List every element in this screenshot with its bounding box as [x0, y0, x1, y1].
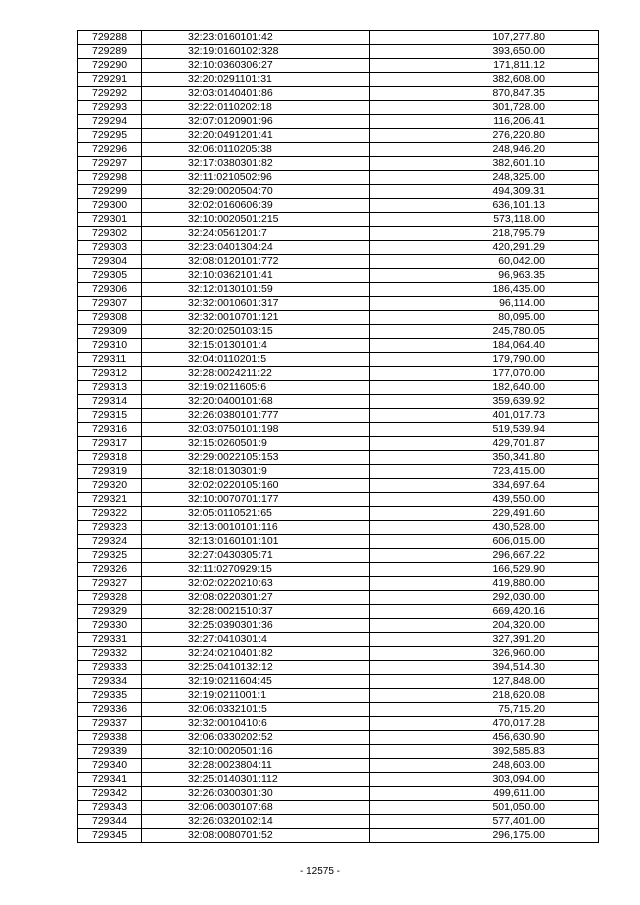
amount-cell: 334,697.64 [370, 479, 599, 493]
amount-cell: 179,790.00 [370, 353, 599, 367]
record-number-cell: 729288 [78, 31, 142, 45]
record-number-cell: 729334 [78, 675, 142, 689]
table-row [78, 801, 599, 815]
record-number-cell: 729331 [78, 633, 142, 647]
amount-cell: 248,603.00 [370, 759, 599, 773]
table-row [78, 241, 599, 255]
record-number-cell: 729344 [78, 815, 142, 829]
record-number-cell: 729316 [78, 423, 142, 437]
table-row [78, 185, 599, 199]
table-row [78, 493, 599, 507]
cadastral-number-cell: 32:26:0380101:777 [142, 409, 370, 423]
amount-cell: 177,070.00 [370, 367, 599, 381]
table-row [78, 381, 599, 395]
cadastral-number-cell: 32:06:0332101:5 [142, 703, 370, 717]
amount-cell: 184,064.40 [370, 339, 599, 353]
amount-cell: 501,050.00 [370, 801, 599, 815]
amount-cell: 171,811.12 [370, 59, 599, 73]
cadastral-number-cell: 32:10:0020501:215 [142, 213, 370, 227]
cadastral-number-cell: 32:28:0024211:22 [142, 367, 370, 381]
table-row [78, 213, 599, 227]
record-number-cell: 729294 [78, 115, 142, 129]
record-number-cell: 729308 [78, 311, 142, 325]
record-number-cell: 729296 [78, 143, 142, 157]
amount-cell: 499,611.00 [370, 787, 599, 801]
table-row [78, 815, 599, 829]
table-row [78, 451, 599, 465]
cadastral-number-cell: 32:13:0160101:101 [142, 535, 370, 549]
cadastral-number-cell: 32:19:0211604:45 [142, 675, 370, 689]
table-row [78, 675, 599, 689]
amount-cell: 303,094.00 [370, 773, 599, 787]
table-row [78, 367, 599, 381]
amount-cell: 470,017.28 [370, 717, 599, 731]
table-row [78, 535, 599, 549]
record-number-cell: 729323 [78, 521, 142, 535]
table-row [78, 689, 599, 703]
cadastral-number-cell: 32:29:0020504:70 [142, 185, 370, 199]
record-number-cell: 729321 [78, 493, 142, 507]
record-number-cell: 729324 [78, 535, 142, 549]
record-number-cell: 729338 [78, 731, 142, 745]
table-row [78, 605, 599, 619]
cadastral-number-cell: 32:24:0210401:82 [142, 647, 370, 661]
table-row [78, 773, 599, 787]
cadastral-number-cell: 32:19:0211001:1 [142, 689, 370, 703]
amount-cell: 870,847.35 [370, 87, 599, 101]
amount-cell: 96,114.00 [370, 297, 599, 311]
amount-cell: 573,118.00 [370, 213, 599, 227]
cadastral-number-cell: 32:08:0120101:772 [142, 255, 370, 269]
table-row [78, 87, 599, 101]
amount-cell: 204,320.00 [370, 619, 599, 633]
cadastral-number-cell: 32:02:0160606:39 [142, 199, 370, 213]
amount-cell: 669,420.16 [370, 605, 599, 619]
record-number-cell: 729312 [78, 367, 142, 381]
record-number-cell: 729318 [78, 451, 142, 465]
records-table-body [78, 31, 599, 843]
table-row [78, 507, 599, 521]
record-number-cell: 729339 [78, 745, 142, 759]
record-number-cell: 729319 [78, 465, 142, 479]
cadastral-number-cell: 32:32:0010410:6 [142, 717, 370, 731]
cadastral-number-cell: 32:06:0030107:68 [142, 801, 370, 815]
cadastral-number-cell: 32:22:0110202:18 [142, 101, 370, 115]
amount-cell: 166,529.90 [370, 563, 599, 577]
record-number-cell: 729340 [78, 759, 142, 773]
cadastral-number-cell: 32:15:0130101:4 [142, 339, 370, 353]
record-number-cell: 729317 [78, 437, 142, 451]
amount-cell: 296,175.00 [370, 829, 599, 843]
cadastral-number-cell: 32:19:0160102:328 [142, 45, 370, 59]
cadastral-number-cell: 32:08:0080701:52 [142, 829, 370, 843]
table-row [78, 829, 599, 843]
table-row [78, 143, 599, 157]
table-row [78, 409, 599, 423]
amount-cell: 75,715.20 [370, 703, 599, 717]
cadastral-number-cell: 32:15:0260501:9 [142, 437, 370, 451]
amount-cell: 186,435.00 [370, 283, 599, 297]
record-number-cell: 729341 [78, 773, 142, 787]
amount-cell: 420,291.29 [370, 241, 599, 255]
page-number: - 12575 - [299, 866, 341, 877]
amount-cell: 401,017.73 [370, 409, 599, 423]
record-number-cell: 729290 [78, 59, 142, 73]
records-table [77, 30, 599, 843]
record-number-cell: 729333 [78, 661, 142, 675]
cadastral-number-cell: 32:28:0023804:11 [142, 759, 370, 773]
record-number-cell: 729291 [78, 73, 142, 87]
cadastral-number-cell: 32:27:0430305:71 [142, 549, 370, 563]
cadastral-number-cell: 32:06:0110205:38 [142, 143, 370, 157]
amount-cell: 301,728.00 [370, 101, 599, 115]
cadastral-number-cell: 32:06:0330202:52 [142, 731, 370, 745]
record-number-cell: 729314 [78, 395, 142, 409]
table-row [78, 73, 599, 87]
table-row [78, 661, 599, 675]
record-number-cell: 729335 [78, 689, 142, 703]
table-row [78, 31, 599, 45]
record-number-cell: 729332 [78, 647, 142, 661]
record-number-cell: 729336 [78, 703, 142, 717]
amount-cell: 606,015.00 [370, 535, 599, 549]
amount-cell: 96,963.35 [370, 269, 599, 283]
record-number-cell: 729311 [78, 353, 142, 367]
record-number-cell: 729329 [78, 605, 142, 619]
cadastral-number-cell: 32:17:0380301:82 [142, 157, 370, 171]
table-row [78, 255, 599, 269]
record-number-cell: 729304 [78, 255, 142, 269]
cadastral-number-cell: 32:02:0220105:160 [142, 479, 370, 493]
amount-cell: 393,650.00 [370, 45, 599, 59]
record-number-cell: 729322 [78, 507, 142, 521]
table-row [78, 227, 599, 241]
record-number-cell: 729307 [78, 297, 142, 311]
record-number-cell: 729326 [78, 563, 142, 577]
table-row [78, 717, 599, 731]
amount-cell: 327,391.20 [370, 633, 599, 647]
amount-cell: 419,880.00 [370, 577, 599, 591]
table-row [78, 703, 599, 717]
amount-cell: 127,848.00 [370, 675, 599, 689]
cadastral-number-cell: 32:25:0410132:12 [142, 661, 370, 675]
record-number-cell: 729345 [78, 829, 142, 843]
table-row [78, 311, 599, 325]
table-row [78, 591, 599, 605]
cadastral-number-cell: 32:10:0070701:177 [142, 493, 370, 507]
cadastral-number-cell: 32:24:0561201:7 [142, 227, 370, 241]
amount-cell: 245,780.05 [370, 325, 599, 339]
cadastral-number-cell: 32:10:0362101:41 [142, 269, 370, 283]
cadastral-number-cell: 32:02:0220210:63 [142, 577, 370, 591]
amount-cell: 636,101.13 [370, 199, 599, 213]
cadastral-number-cell: 32:27:0410301:4 [142, 633, 370, 647]
record-number-cell: 729328 [78, 591, 142, 605]
record-number-cell: 729330 [78, 619, 142, 633]
amount-cell: 182,640.00 [370, 381, 599, 395]
record-number-cell: 729298 [78, 171, 142, 185]
cadastral-number-cell: 32:10:0360306:27 [142, 59, 370, 73]
amount-cell: 439,550.00 [370, 493, 599, 507]
amount-cell: 248,946.20 [370, 143, 599, 157]
amount-cell: 382,601.10 [370, 157, 599, 171]
record-number-cell: 729293 [78, 101, 142, 115]
cadastral-number-cell: 32:11:0270929:15 [142, 563, 370, 577]
record-number-cell: 729292 [78, 87, 142, 101]
table-row [78, 45, 599, 59]
cadastral-number-cell: 32:12:0130101:59 [142, 283, 370, 297]
table-row [78, 115, 599, 129]
amount-cell: 292,030.00 [370, 591, 599, 605]
record-number-cell: 729295 [78, 129, 142, 143]
table-row [78, 759, 599, 773]
table-row [78, 787, 599, 801]
table-row [78, 171, 599, 185]
table-row [78, 731, 599, 745]
cadastral-number-cell: 32:26:0300301:30 [142, 787, 370, 801]
amount-cell: 429,701.87 [370, 437, 599, 451]
amount-cell: 359,639.92 [370, 395, 599, 409]
table-row [78, 325, 599, 339]
cadastral-number-cell: 32:23:0401304:24 [142, 241, 370, 255]
record-number-cell: 729327 [78, 577, 142, 591]
record-number-cell: 729305 [78, 269, 142, 283]
table-row [78, 577, 599, 591]
cadastral-number-cell: 32:20:0291101:31 [142, 73, 370, 87]
amount-cell: 80,095.00 [370, 311, 599, 325]
amount-cell: 296,667.22 [370, 549, 599, 563]
record-number-cell: 729310 [78, 339, 142, 353]
cadastral-number-cell: 32:20:0491201:41 [142, 129, 370, 143]
cadastral-number-cell: 32:20:0400101:68 [142, 395, 370, 409]
table-row [78, 549, 599, 563]
amount-cell: 107,277.80 [370, 31, 599, 45]
cadastral-number-cell: 32:29:0022105:153 [142, 451, 370, 465]
table-row [78, 437, 599, 451]
table-row [78, 619, 599, 633]
cadastral-number-cell: 32:05:0110521:65 [142, 507, 370, 521]
amount-cell: 382,608.00 [370, 73, 599, 87]
record-number-cell: 729309 [78, 325, 142, 339]
amount-cell: 723,415.00 [370, 465, 599, 479]
amount-cell: 276,220.80 [370, 129, 599, 143]
cadastral-number-cell: 32:03:0750101:198 [142, 423, 370, 437]
table-row [78, 199, 599, 213]
table-row [78, 101, 599, 115]
record-number-cell: 729337 [78, 717, 142, 731]
table-row [78, 647, 599, 661]
amount-cell: 218,795.79 [370, 227, 599, 241]
cadastral-number-cell: 32:13:0010101:116 [142, 521, 370, 535]
cadastral-number-cell: 32:32:0010601:317 [142, 297, 370, 311]
record-number-cell: 729289 [78, 45, 142, 59]
table-row [78, 563, 599, 577]
amount-cell: 392,585.83 [370, 745, 599, 759]
table-row [78, 339, 599, 353]
amount-cell: 430,528.00 [370, 521, 599, 535]
cadastral-number-cell: 32:03:0140401:86 [142, 87, 370, 101]
amount-cell: 326,960.00 [370, 647, 599, 661]
cadastral-number-cell: 32:11:0210502:96 [142, 171, 370, 185]
table-row [78, 269, 599, 283]
record-number-cell: 729306 [78, 283, 142, 297]
cadastral-number-cell: 32:25:0390301:36 [142, 619, 370, 633]
table-row [78, 353, 599, 367]
amount-cell: 577,401.00 [370, 815, 599, 829]
cadastral-number-cell: 32:04:0110201:5 [142, 353, 370, 367]
table-row [78, 283, 599, 297]
table-row [78, 633, 599, 647]
table-row [78, 59, 599, 73]
record-number-cell: 729297 [78, 157, 142, 171]
table-row [78, 423, 599, 437]
table-row [78, 745, 599, 759]
cadastral-number-cell: 32:20:0250103:15 [142, 325, 370, 339]
record-number-cell: 729302 [78, 227, 142, 241]
table-row [78, 129, 599, 143]
table-row [78, 297, 599, 311]
amount-cell: 116,206.41 [370, 115, 599, 129]
record-number-cell: 729315 [78, 409, 142, 423]
record-number-cell: 729303 [78, 241, 142, 255]
table-row [78, 465, 599, 479]
amount-cell: 350,341.80 [370, 451, 599, 465]
amount-cell: 60,042.00 [370, 255, 599, 269]
amount-cell: 394,514.30 [370, 661, 599, 675]
table-row [78, 157, 599, 171]
record-number-cell: 729301 [78, 213, 142, 227]
record-number-cell: 729342 [78, 787, 142, 801]
cadastral-number-cell: 32:19:0211605:6 [142, 381, 370, 395]
record-number-cell: 729325 [78, 549, 142, 563]
amount-cell: 229,491.60 [370, 507, 599, 521]
record-number-cell: 729313 [78, 381, 142, 395]
amount-cell: 494,309.31 [370, 185, 599, 199]
record-number-cell: 729343 [78, 801, 142, 815]
cadastral-number-cell: 32:10:0020501:16 [142, 745, 370, 759]
amount-cell: 456,630.90 [370, 731, 599, 745]
amount-cell: 248,325.00 [370, 171, 599, 185]
amount-cell: 218,620.08 [370, 689, 599, 703]
cadastral-number-cell: 32:07:0120901:96 [142, 115, 370, 129]
record-number-cell: 729320 [78, 479, 142, 493]
cadastral-number-cell: 32:26:0320102:14 [142, 815, 370, 829]
record-number-cell: 729299 [78, 185, 142, 199]
cadastral-number-cell: 32:08:0220301:27 [142, 591, 370, 605]
amount-cell: 519,539.94 [370, 423, 599, 437]
cadastral-number-cell: 32:23:0160101:42 [142, 31, 370, 45]
cadastral-number-cell: 32:32:0010701:121 [142, 311, 370, 325]
record-number-cell: 729300 [78, 199, 142, 213]
table-row [78, 395, 599, 409]
table-row [78, 479, 599, 493]
cadastral-number-cell: 32:25:0140301:112 [142, 773, 370, 787]
cadastral-number-cell: 32:18:0130301:9 [142, 465, 370, 479]
cadastral-number-cell: 32:28:0021510:37 [142, 605, 370, 619]
table-row [78, 521, 599, 535]
